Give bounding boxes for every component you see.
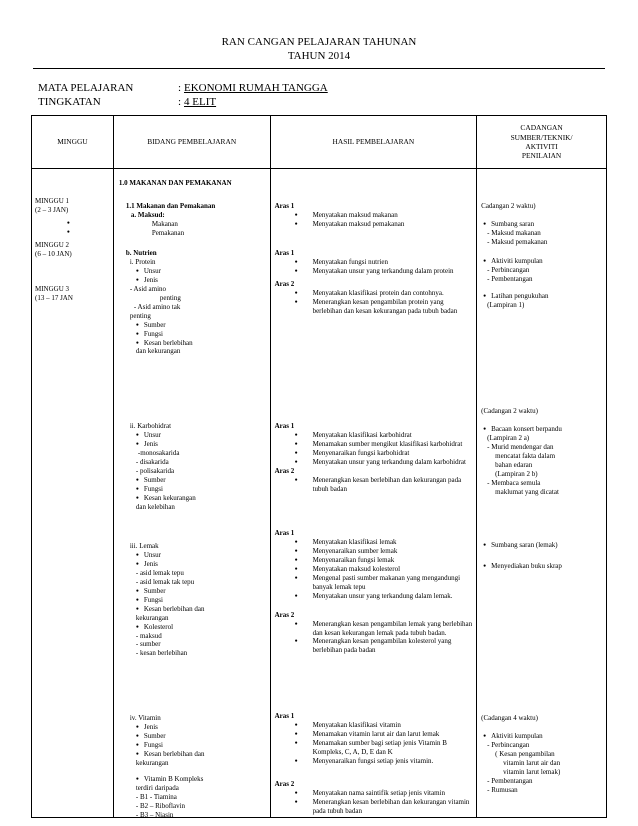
karbo-line: dan kelebihan bbox=[135, 502, 175, 511]
hasil-cell bbox=[270, 169, 477, 818]
protein-list bbox=[126, 267, 270, 285]
hasil-list bbox=[275, 211, 473, 229]
cadangan-line: maklumat yang dicatat bbox=[495, 487, 559, 496]
header-cadangan-line: AKTIVITI bbox=[525, 142, 558, 151]
aras-label: Aras 1 bbox=[274, 422, 295, 430]
document-title: RAN CANGAN PELAJARAN TAHUNAN bbox=[221, 36, 417, 48]
cadangan-item: ● Aktiviti kumpulan bbox=[491, 732, 603, 741]
protein-line: dan kekurangan bbox=[135, 347, 181, 356]
cadangan-list bbox=[481, 541, 603, 571]
protein-item: ● Fungsi bbox=[144, 330, 270, 339]
hasil-item: ● Menyenaraikan fungsi lemak bbox=[313, 556, 473, 565]
cadangan-item: ● Sumbang saran bbox=[491, 220, 603, 229]
cadangan-line: - Pembentangan bbox=[487, 776, 533, 785]
cadangan-item: ● Aktiviti kumpulan bbox=[491, 257, 603, 266]
aras-label: Aras 2 bbox=[274, 610, 295, 619]
week-1 bbox=[35, 197, 110, 215]
cadangan-line: (Lampiran 2 a) bbox=[487, 433, 530, 442]
table-body-row bbox=[32, 169, 607, 818]
cadangan-line: - Pembentangan bbox=[487, 274, 533, 283]
hasil-item: ● Menerangkan kesan pengambilan lemak yang berlebihan dan kesan kekurangan lemak pada tubuh badan. bbox=[313, 620, 473, 638]
cadangan-title: Cadangan 2 waktu) bbox=[481, 202, 536, 210]
karbo-item: ● Kesan kekurangan bbox=[144, 494, 270, 503]
bidang-karbo bbox=[126, 422, 270, 512]
vitamin-item: ● Vitamin B Kompleks bbox=[144, 775, 270, 784]
level-colon: : bbox=[178, 96, 182, 108]
bidang-protein bbox=[126, 249, 270, 356]
protein-line: - Asid amino bbox=[129, 284, 167, 293]
hasil-item: ● Menyatakan unsur yang terkandung dalam karbohidrat bbox=[313, 458, 473, 467]
hasil-item: ● Menerangkan kesan pengambilan protein yang berlebihan dan kesan kekurangan pada tubuh badan bbox=[313, 298, 473, 316]
hasil-list bbox=[275, 289, 473, 316]
lemak-line: kekurangan bbox=[135, 613, 169, 622]
cadangan-line: (Lampiran 1) bbox=[487, 300, 525, 309]
week-3 bbox=[35, 285, 110, 303]
maksud-item bbox=[126, 229, 270, 238]
hasil-item: ● Menyatakan klasifikasi karbohidrat bbox=[313, 431, 473, 440]
header-cadangan-line: CADANGAN bbox=[520, 123, 563, 133]
week-dates: (13 – 17 JAN bbox=[35, 293, 73, 302]
maksud-item-text: Pemakanan bbox=[151, 228, 185, 237]
aras-label: Aras 1 bbox=[274, 202, 295, 210]
karbo-line: - polisakarida bbox=[135, 466, 175, 475]
table-header-row bbox=[32, 116, 607, 169]
vitamin-line: - B3 – Niasin bbox=[135, 810, 174, 819]
lemak-item: ● Fungsi bbox=[144, 596, 270, 605]
karbo-item: ● Jenis bbox=[144, 440, 270, 449]
bidang-cell bbox=[113, 169, 270, 818]
lemak-line: - sumber bbox=[135, 640, 161, 649]
hasil-item: ● Menyatakan unsur yang terkandung dalam lemak. bbox=[313, 592, 473, 601]
vitamin-line: kekurangan bbox=[135, 758, 169, 767]
cadangan-title: (Cadangan 2 waktu) bbox=[481, 407, 538, 415]
hasil-list bbox=[275, 538, 473, 601]
hasil-item: ● Menyatakan nama saintifik setiap jenis vitamin bbox=[313, 789, 473, 798]
protein-item: ● Unsur bbox=[144, 267, 270, 276]
lemak-item: ● Kesan berlebihan dan bbox=[144, 605, 270, 614]
bidang-vitamin bbox=[126, 714, 270, 819]
vitamin-line: - B2 – Riboflavin bbox=[135, 801, 186, 810]
minggu-cell bbox=[32, 169, 114, 818]
lemak-line: - asid lemak tepu bbox=[135, 568, 184, 577]
aras-label: Aras 2 bbox=[274, 279, 295, 288]
cadangan-list bbox=[481, 425, 603, 434]
cadangan-cell bbox=[477, 169, 607, 818]
header-cadangan bbox=[477, 116, 607, 169]
hasil-list bbox=[275, 789, 473, 816]
maksud-item bbox=[126, 220, 270, 229]
rpt-table bbox=[31, 115, 607, 818]
hasil-item: ● Menyatakan fungsi nutrien bbox=[313, 258, 473, 267]
hasil-item: ● Menamakan sumber bagi setiap jenis Vitamin B Kompleks, C, A, D, E dan K bbox=[313, 739, 473, 757]
cadangan-item: ● Bacaan konsert berpandu bbox=[491, 425, 603, 434]
header-minggu: MINGGU bbox=[32, 116, 114, 169]
hasil-group-2 bbox=[275, 249, 473, 316]
vitamin-list-2 bbox=[126, 775, 270, 784]
cadangan-group-3 bbox=[481, 541, 603, 571]
vitamin-item: ● Fungsi bbox=[144, 741, 270, 750]
karbo-list-2 bbox=[126, 476, 270, 503]
hasil-item: ● Menyatakan maksud pemakanan bbox=[313, 220, 473, 229]
lemak-item: ● Kolesterol bbox=[144, 623, 270, 632]
karbo-list bbox=[126, 431, 270, 449]
hasil-item: ● Menyatakan klasifikasi vitamin bbox=[313, 721, 473, 730]
hasil-list bbox=[275, 721, 473, 766]
header-cadangan-line: PENILAIAN bbox=[521, 151, 562, 161]
level-value: 4 ELIT bbox=[184, 96, 217, 108]
hasil-item: ● Menyenaraikan fungsi setiap jenis vitamin. bbox=[313, 757, 473, 766]
vitamin-item: ● Jenis bbox=[144, 723, 270, 732]
lemak-list-3 bbox=[126, 623, 270, 632]
cadangan-line: - Maksud makanan bbox=[487, 228, 541, 237]
cadangan-line: vitamin larut lemak) bbox=[503, 767, 561, 776]
hasil-group-1 bbox=[275, 202, 473, 229]
hasil-item: ● Menerangkan kesan berlebihan dan kekurangan vitamin pada tubuh badan bbox=[313, 798, 473, 816]
karbo-line: - disakarida bbox=[135, 457, 169, 466]
cadangan-title: (Cadangan 4 waktu) bbox=[481, 714, 538, 722]
cadangan-group-4 bbox=[481, 714, 603, 795]
aras-label: Aras 1 bbox=[274, 249, 295, 257]
lemak-line: - maksud bbox=[135, 631, 162, 640]
protein-line: penting bbox=[159, 293, 181, 302]
week-name: MINGGU 1 bbox=[35, 197, 70, 205]
cadangan-line: - Perbincangan bbox=[487, 265, 530, 274]
hasil-list bbox=[275, 620, 473, 656]
protein-title: i. Protein bbox=[129, 257, 156, 266]
maksud-title: a. Maksud: bbox=[130, 210, 165, 219]
hasil-item: ● Menyatakan maksud makanan bbox=[313, 211, 473, 220]
cadangan-list bbox=[481, 732, 603, 741]
bidang-group-1 bbox=[126, 202, 270, 238]
cadangan-line: (Lampiran 2 b) bbox=[495, 469, 538, 478]
hasil-item: ● Menyatakan klasifikasi lemak bbox=[313, 538, 473, 547]
header-rule bbox=[33, 68, 605, 69]
aras-label: Aras 1 bbox=[274, 712, 295, 720]
cadangan-group-2 bbox=[481, 407, 603, 497]
cadangan-item: ● Sumbang saran (lemak) bbox=[491, 541, 603, 550]
protein-list-2 bbox=[126, 321, 270, 348]
karbo-item: ● Unsur bbox=[144, 431, 270, 440]
lemak-line: - kesan berlebihan bbox=[135, 649, 188, 658]
protein-item: ● Jenis bbox=[144, 276, 270, 285]
hasil-item: ● Mengenal pasti sumber makanan yang mengandungi banyak lemak tepu bbox=[313, 574, 473, 592]
cadangan-line: bahan edaran bbox=[495, 460, 533, 469]
cadangan-line: - Membaca semula bbox=[487, 478, 541, 487]
hasil-list bbox=[275, 258, 473, 276]
bidang-lemak bbox=[126, 542, 270, 658]
lemak-list-2 bbox=[126, 587, 270, 614]
hasil-item: ● Menyenaraikan fungsi karbohidrat bbox=[313, 449, 473, 458]
cadangan-line: - Perbincangan bbox=[487, 740, 530, 749]
header-cadangan-line: SUMBER/TEKNIK/ bbox=[510, 132, 573, 142]
aras-label: Aras 2 bbox=[274, 779, 295, 788]
hasil-item: ● Menyatakan unsur yang terkandung dalam protein bbox=[313, 267, 473, 276]
week-dates: (2 – 3 JAN) bbox=[35, 205, 69, 214]
lemak-line: - asid lemak tak tepu bbox=[135, 577, 195, 586]
header-hasil: HASIL PEMBELAJARAN bbox=[270, 116, 477, 169]
karbo-title: ii. Karbohidrat bbox=[129, 422, 172, 430]
aras-label: Aras 2 bbox=[274, 466, 295, 475]
lemak-item: ● Unsur bbox=[144, 551, 270, 560]
cadangan-list bbox=[481, 257, 603, 266]
hasil-list bbox=[275, 431, 473, 467]
week-dates: (6 – 10 JAN) bbox=[35, 249, 72, 258]
lemak-item: ● Sumber bbox=[144, 587, 270, 596]
lemak-title: iii. Lemak bbox=[129, 542, 159, 550]
protein-item: ● Kesan berlebihan bbox=[144, 339, 270, 348]
protein-line: - Asid amino tak bbox=[133, 302, 181, 311]
vitamin-item: ● Sumber bbox=[144, 732, 270, 741]
subtopic-title: 1.1 Makanan dan Pemakanan bbox=[125, 202, 216, 210]
cadangan-line: - Maksud pemakanan bbox=[487, 237, 548, 246]
hasil-item: ● Menamakan sumber mengikut klasifikasi karbohidrat bbox=[313, 440, 473, 449]
cadangan-line: - Murid mendengar dan bbox=[487, 442, 554, 451]
hasil-item: ● Menyatakan maksud kolesterol bbox=[313, 565, 473, 574]
karbo-line: -monosakarida bbox=[137, 448, 180, 457]
cadangan-list bbox=[481, 220, 603, 229]
cadangan-group-1 bbox=[481, 202, 603, 310]
level-label: TINGKATAN bbox=[38, 96, 101, 108]
karbo-item: ● Fungsi bbox=[144, 485, 270, 494]
subject-label: MATA PELAJARAN bbox=[38, 82, 134, 94]
cadangan-item: ● Menyediakan buku skrap bbox=[491, 562, 603, 571]
cadangan-list bbox=[481, 292, 603, 301]
karbo-item: ● Sumber bbox=[144, 476, 270, 485]
hasil-item: ● Menyatakan klasifikasi protein dan contohnya. bbox=[313, 289, 473, 298]
hasil-group-4 bbox=[275, 529, 473, 655]
section-title: 1.0 MAKANAN DAN PEMAKANAN bbox=[118, 179, 232, 187]
hasil-item: ● Menyenaraikan sumber lemak bbox=[313, 547, 473, 556]
document-year: TAHUN 2014 bbox=[287, 50, 351, 62]
hasil-item: ● Menerangkan kesan berlebihan dan kekurangan pada tubuh badan bbox=[313, 476, 473, 494]
cadangan-line: vitamin larut air dan bbox=[503, 758, 561, 767]
vitamin-line: terdiri daripada bbox=[135, 783, 179, 792]
subject-value: EKONOMI RUMAH TANGGA bbox=[184, 82, 328, 94]
hasil-group-5 bbox=[275, 712, 473, 816]
vitamin-list bbox=[126, 723, 270, 759]
cadangan-line: - Rumusan bbox=[487, 785, 518, 794]
week-2 bbox=[35, 241, 110, 259]
vitamin-item: ● Kesan berlebihan dan bbox=[144, 750, 270, 759]
subject-colon: : bbox=[178, 82, 182, 94]
cadangan-item: ● Latihan pengukuhan bbox=[491, 292, 603, 301]
hasil-list bbox=[275, 476, 473, 494]
maksud-item-text: Makanan bbox=[151, 219, 178, 228]
aras-label: Aras 1 bbox=[274, 529, 295, 537]
vitamin-line: - B1 - Tiamina bbox=[135, 792, 177, 801]
nutrien-title: b. Nutrien bbox=[125, 249, 157, 257]
vitamin-title: iv. Vitamin bbox=[129, 714, 161, 722]
hasil-item: ● Menerangkan kesan pengambilan kolesterol yang berlebihan pada badan bbox=[313, 637, 473, 655]
lemak-list bbox=[126, 551, 270, 569]
week-name: MINGGU 2 bbox=[35, 240, 70, 249]
protein-line: penting bbox=[129, 311, 151, 320]
cadangan-line: ( Kesan pengambilan bbox=[495, 749, 555, 758]
protein-item: ● Sumber bbox=[144, 321, 270, 330]
hasil-group-3 bbox=[275, 422, 473, 494]
week-name: MINGGU 3 bbox=[35, 284, 70, 293]
header-bidang: BIDANG PEMBELAJARAN bbox=[113, 116, 270, 169]
cadangan-line: mencatat fakta dalam bbox=[495, 451, 556, 460]
hasil-item: ● Menamakan vitamin larut air dan larut lemak bbox=[313, 730, 473, 739]
lemak-item: ● Jenis bbox=[144, 560, 270, 569]
